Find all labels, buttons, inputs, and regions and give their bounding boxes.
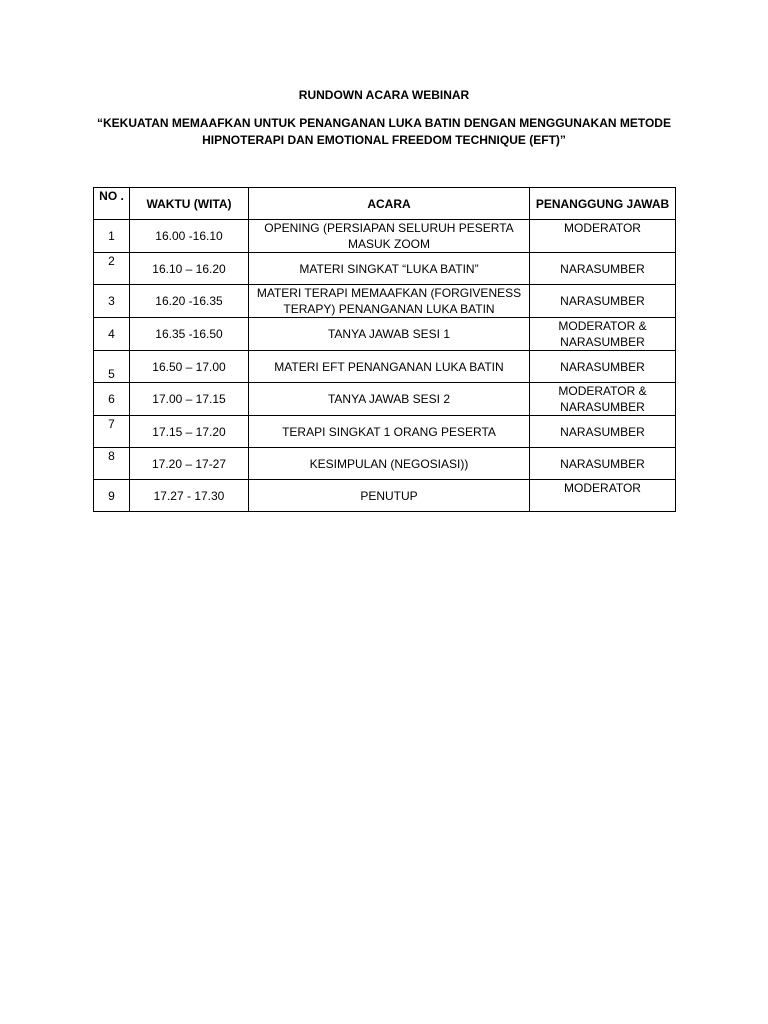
cell-no: 2 — [94, 253, 130, 285]
cell-event: MATERI SINGKAT “LUKA BATIN” — [249, 253, 530, 285]
cell-no: 8 — [94, 448, 130, 480]
table-row — [94, 383, 676, 416]
cell-time: 16.35 -16.50 — [130, 318, 249, 351]
cell-event: MATERI TERAPI MEMAAFKAN (FORGIVENESS TERAPY) PENANGANAN LUKA BATIN — [249, 285, 530, 318]
document-title: RUNDOWN ACARA WEBINAR — [298, 88, 470, 102]
cell-no: 5 — [94, 351, 130, 383]
cell-no: 9 — [94, 480, 130, 512]
cell-pic: MODERATOR & NARASUMBER — [530, 318, 676, 351]
cell-no: 6 — [94, 383, 130, 416]
cell-no: 1 — [94, 220, 130, 253]
cell-pic: NARASUMBER — [530, 351, 676, 383]
table-row — [94, 351, 676, 383]
cell-no: 7 — [94, 416, 130, 448]
table-header-row — [94, 188, 676, 220]
cell-time: 16.20 -16.35 — [130, 285, 249, 318]
cell-event: PENUTUP — [249, 480, 530, 512]
cell-time: 16.50 – 17.00 — [130, 351, 249, 383]
table-row — [94, 220, 676, 253]
header-pic: PENANGGUNG JAWAB — [530, 188, 676, 220]
table-row — [94, 253, 676, 285]
cell-event: TERAPI SINGKAT 1 ORANG PESERTA — [249, 416, 530, 448]
cell-event: TANYA JAWAB SESI 1 — [249, 318, 530, 351]
document-subtitle: “KEKUATAN MEMAAFKAN UNTUK PENANGANAN LUKA BATIN DENGAN MENGGUNAKAN METODE HIPNOTERAPI DAN EMOTIONAL FREEDOM TECHNIQUE (EFT)” — [97, 116, 671, 147]
cell-no: 3 — [94, 285, 130, 318]
cell-time: 17.20 – 17-27 — [130, 448, 249, 480]
table-row — [94, 416, 676, 448]
header-no: NO . — [94, 188, 130, 220]
cell-pic: MODERATOR & NARASUMBER — [530, 383, 676, 416]
cell-time: 17.00 – 17.15 — [130, 383, 249, 416]
cell-event: OPENING (PERSIAPAN SELURUH PESERTA MASUK ZOOM — [249, 220, 530, 253]
cell-time: 17.15 – 17.20 — [130, 416, 249, 448]
cell-pic: NARASUMBER — [530, 448, 676, 480]
header-time: WAKTU (WITA) — [130, 188, 249, 220]
rundown-table — [93, 187, 676, 512]
cell-pic: NARASUMBER — [530, 253, 676, 285]
cell-event: MATERI EFT PENANGANAN LUKA BATIN — [249, 351, 530, 383]
header-event: ACARA — [249, 188, 530, 220]
cell-time: 16.10 – 16.20 — [130, 253, 249, 285]
cell-event: TANYA JAWAB SESI 2 — [249, 383, 530, 416]
cell-time: 17.27 - 17.30 — [130, 480, 249, 512]
cell-pic: MODERATOR — [530, 480, 676, 512]
cell-time: 16.00 -16.10 — [130, 220, 249, 253]
cell-event: KESIMPULAN (NEGOSIASI)) — [249, 448, 530, 480]
table-row — [94, 285, 676, 318]
table-row — [94, 318, 676, 351]
cell-pic: MODERATOR — [530, 220, 676, 253]
cell-no: 4 — [94, 318, 130, 351]
cell-pic: NARASUMBER — [530, 285, 676, 318]
cell-pic: NARASUMBER — [530, 416, 676, 448]
table-row — [94, 480, 676, 512]
table-row — [94, 448, 676, 480]
